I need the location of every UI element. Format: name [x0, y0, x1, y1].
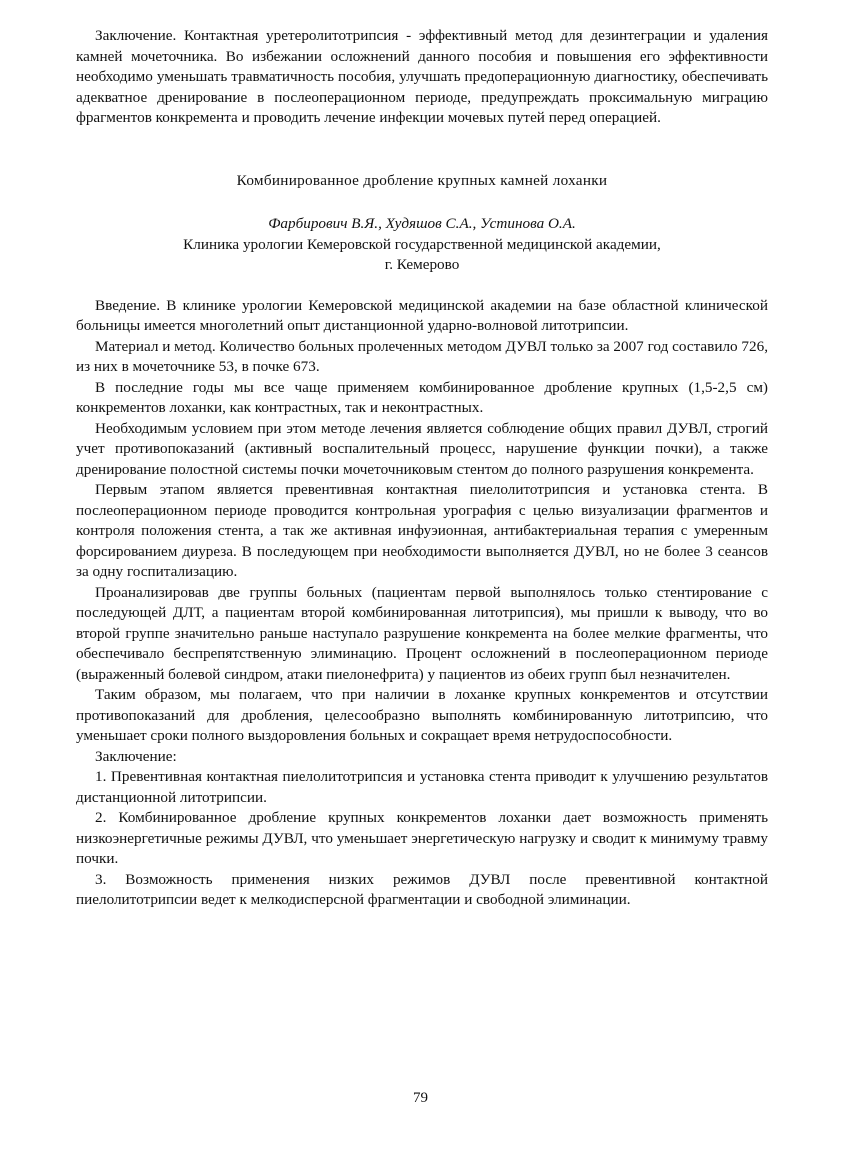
page-number: 79	[413, 1090, 428, 1106]
article-affiliation: Клиника урологии Кемеровской государственной медицинской академии,	[183, 235, 661, 253]
document-page	[76, 26, 768, 911]
paragraph-introduction: Введение. В клинике урологии Кемеровской медицинской академии на базе областной клинической больницы имеется многолетний опыт дистанционной ударно-волновой литотрипсии.	[76, 296, 768, 334]
article-city: г. Кемерово	[384, 256, 460, 273]
article-title: Комбинированное дробление крупных камней лоханки	[236, 171, 608, 189]
paragraph-recent-years: В последние годы мы все чаще применяем комбинированное дробление крупных (1,5-2,5 см) конкрементов лоханки, как контрастных, так и неконтрастных.	[76, 378, 768, 416]
conclusion-heading: Заключение:	[95, 747, 177, 765]
previous-article-conclusion: Заключение. Контактная уретеролитотрипсия - эффективный метод для дезинтеграции и удаления камней мочеточника. Во избежании осложнений данного пособия и повышения его эффективности необходимо уменьшать травматичность пособия, улучшать предоперационную диагностику, обеспечивать адекватное дренирование в послеоперационном периоде, предупреждать проксимальную миграцию фрагментов конкремента и проводить лечение инфекции мочевых путей перед операцией.	[76, 27, 768, 126]
paragraph-materials-methods: Материал и метод. Количество больных пролеченных методом ДУВЛ только за 2007 год составило 726, из них в мочеточнике 53, в почке 673.	[76, 337, 768, 375]
paragraph-first-stage: Первым этапом является превентивная контактная пиелолитотрипсия и установка стента. В послеоперационном периоде проводится контрольная урография с целью визуализации фрагментов и контроля положения стента, а так же активная инфуэионная, антибактериальная терапия с умеренным форсированием диуреза. В последующем при необходимости выполняется ДУВЛ, но не более 3 сеансов за одну госпитализацию.	[76, 481, 768, 580]
paragraph-analysis: Проанализировав две группы больных (пациентам первой выполнялось только стентирование с последующей ДЛТ, а пациентам второй комбинированная литотрипсия), мы пришли к выводу, что во второй группе значительно раньше наступало разрушение конкремента на более мелкие фрагменты, что обеспечивало беспрепятственную элиминацию. Процент осложнений в послеоперационном периоде (выраженный болевой синдром, атаки пиелонефрита) у пациентов из обеих групп был незначителен.	[76, 583, 768, 683]
paragraph-summary: Таким образом, мы полагаем, что при наличии в лоханке крупных конкрементов и отсутствии противопоказаний для дробления, целесообразно выполнять комбинированную литотрипсию, что уменьшает сроки полного выздоровления больных и сокращает время нетрудоспособности.	[76, 686, 768, 744]
conclusion-item-2: 2. Комбинированное дробление крупных конкрементов лоханки дает возможность применять низкоэнергетичные режимы ДУВЛ, что уменьшает энергетическую нагрузку и сводит к минимуму травму почки.	[76, 809, 768, 867]
conclusion-item-1: 1. Превентивная контактная пиелолитотрипсия и установка стента приводит к улучшению результатов дистанционной литотрипсии.	[76, 768, 768, 806]
article-authors: Фарбирович В.Я., Худяшов С.А., Устинова О.А.	[268, 215, 576, 232]
paragraph-conditions: Необходимым условием при этом методе лечения является соблюдение общих правил ДУВЛ, строгий учет противопоказаний (активный воспалительный процесс, нарушение функции почки), а также дренирование полостной системы почки мочеточниковым стентом до полного разрушения конкремента.	[76, 419, 768, 478]
conclusion-item-3: 3. Возможность применения низких режимов ДУВЛ после превентивной контактной пиелолитотрипсии ведет к мелкодисперсной фрагментации и свободной элиминации.	[76, 870, 768, 908]
